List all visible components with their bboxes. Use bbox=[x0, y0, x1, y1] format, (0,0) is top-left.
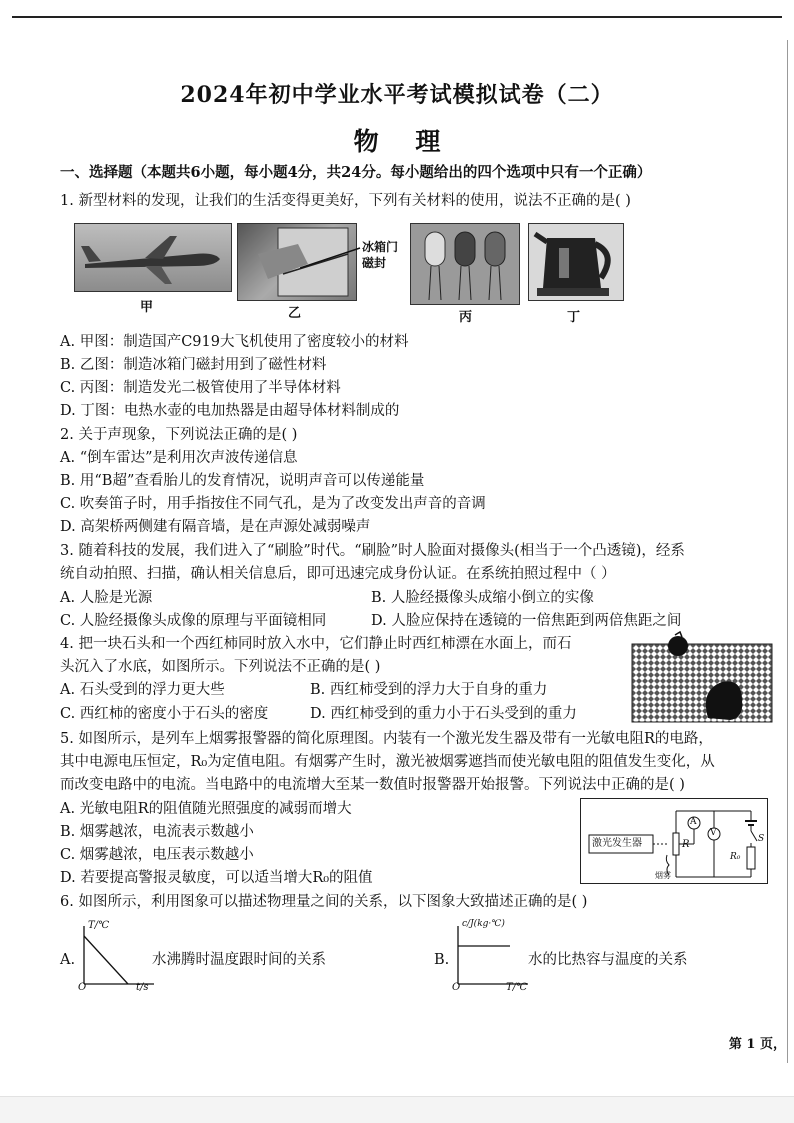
voltmeter-label: V bbox=[710, 828, 717, 838]
q1-option-b: B. 乙图：制造冰箱门磁封用到了磁性材料 bbox=[60, 357, 327, 373]
q5-option-b: B. 烟雾越浓，电流表示数越小 bbox=[60, 824, 254, 840]
q3-stem-line-1: 3. 随着科技的发展，我们进入了“刷脸”时代。“刷脸”时人脸面对摄像头(相当于一个凸透镜)，经系 bbox=[60, 543, 685, 559]
q1-photo-led bbox=[410, 223, 520, 305]
q1-photo-airplane bbox=[74, 223, 232, 292]
graph-b-origin: O bbox=[452, 982, 461, 993]
airplane-icon bbox=[75, 224, 231, 291]
q4-option-c: C. 西红柿的密度小于石头的密度 bbox=[60, 706, 269, 722]
section-heading: 一、选择题（本题共6小题，每小题4分，共24分。每小题给出的四个选项中只有一个正确） bbox=[60, 164, 652, 181]
photoresistor bbox=[673, 833, 679, 855]
q1-photo-kettle bbox=[528, 223, 624, 301]
q6-graph-b-letter: B. bbox=[434, 952, 450, 968]
ammeter-label: A bbox=[690, 817, 697, 827]
exam-title: 2024年初中学业水平考试模拟试卷（二） bbox=[180, 82, 614, 108]
graph-b-xlabel: T/℃ bbox=[506, 982, 528, 993]
q4-option-a: A. 石头受到的浮力更大些 bbox=[60, 682, 225, 698]
q5-stem-line-2: 其中电源电压恒定，R₀为定值电阻。有烟雾产生时，激光被烟雾遮挡而使光敏电阻的阻值发生变化，从 bbox=[60, 754, 715, 770]
q5-circuit-figure bbox=[580, 798, 768, 884]
graph-b-ylabel: c/J(kg·℃) bbox=[462, 919, 505, 929]
subject-title: 物 理 bbox=[353, 127, 441, 156]
graph-a-origin: O bbox=[78, 982, 87, 993]
q1-caption-bing: 丙 bbox=[459, 310, 473, 325]
switch-label: S bbox=[758, 834, 765, 844]
q1-caption-jia: 甲 bbox=[140, 300, 154, 315]
q2-option-b: B. 用“B超”查看胎儿的发育情况，说明声音可以传递能量 bbox=[60, 473, 425, 489]
q2-option-d: D. 高架桥两侧建有隔音墙，是在声源处减弱噪声 bbox=[60, 519, 371, 535]
top-border bbox=[12, 16, 782, 18]
kettle-icon bbox=[529, 224, 623, 300]
q4-option-b: B. 西红柿受到的浮力大于自身的重力 bbox=[310, 682, 548, 698]
switch-icon bbox=[751, 831, 757, 841]
q4-stem-line-1: 4. 把一块石头和一个西红柿同时放入水中，它们静止时西红柿漂在水面上，而石 bbox=[60, 636, 572, 652]
q1-callout-label-2: 磁封 bbox=[362, 256, 387, 270]
q1-callout-label-1: 冰箱门 bbox=[362, 240, 399, 254]
q6-stem: 6. 如图所示，利用图象可以描述物理量之间的关系，以下图象大致描述正确的是( ) bbox=[60, 894, 588, 910]
laser-label: 激光发生器 bbox=[592, 838, 642, 849]
resistor-r-label: R bbox=[682, 839, 690, 850]
right-border bbox=[787, 40, 788, 1063]
fixed-resistor bbox=[747, 847, 755, 869]
q3-option-d: D. 人脸应保持在透镜的一倍焦距到两倍焦距之间 bbox=[371, 613, 682, 629]
resistor-r0-label: R₀ bbox=[730, 852, 741, 862]
q2-option-c: C. 吹奏笛子时，用手指按住不同气孔，是为了改变发出声音的音调 bbox=[60, 496, 486, 512]
led-icon bbox=[411, 224, 519, 304]
q5-option-a: A. 光敏电阻R的阻值随光照强度的减弱而增大 bbox=[60, 801, 352, 817]
q2-stem: 2. 关于声现象，下列说法正确的是( ) bbox=[60, 427, 298, 443]
page-number: 第 1 页， bbox=[728, 1037, 786, 1052]
q4-option-d: D. 西红柿受到的重力小于石头受到的重力 bbox=[310, 706, 577, 722]
q2-option-a: A. “倒车雷达”是利用次声波传递信息 bbox=[60, 450, 298, 466]
q3-option-a: A. 人脸是光源 bbox=[60, 590, 153, 606]
tomato-icon bbox=[668, 636, 688, 656]
graph-a-xlabel: t/s bbox=[136, 982, 149, 993]
q5-stem-line-3: 而改变电路中的电流。当电路中的电流增大至某一数值时报警器开始报警。下列说法中正确的是( ) bbox=[60, 777, 685, 793]
bottom-bar bbox=[0, 1096, 794, 1123]
graph-a-desc: 水沸腾时温度跟时间的关系 bbox=[152, 952, 326, 968]
q1-option-d: D. 丁图：电热水壶的电加热器是由超导体材料制成的 bbox=[60, 403, 400, 419]
q5-option-d: D. 若要提高警报灵敏度，可以适当增大R₀的阻值 bbox=[60, 870, 373, 886]
smoke-label: 烟雾 bbox=[655, 871, 671, 880]
q5-stem-line-1: 5. 如图所示，是列车上烟雾报警器的简化原理图。内装有一个激光发生器及带有一光敏电阻R的电路， bbox=[60, 731, 713, 747]
q1-option-c: C. 丙图：制造发光二极管使用了半导体材料 bbox=[60, 380, 341, 396]
q1-option-a: A. 甲图：制造国产C919大飞机使用了密度较小的材料 bbox=[60, 334, 409, 350]
graph-b-desc: 水的比热容与温度的关系 bbox=[528, 952, 688, 968]
q1-callout-arrow bbox=[300, 240, 370, 270]
graph-a-ylabel: T/℃ bbox=[88, 920, 110, 931]
q5-option-c: C. 烟雾越浓，电压表示数越小 bbox=[60, 847, 254, 863]
q1-stem: 1. 新型材料的发现，让我们的生活变得更美好，下列有关材料的使用，说法不正确的是( ) bbox=[60, 193, 631, 209]
q6-graph-a-letter: A. bbox=[60, 952, 76, 968]
q4-water-figure bbox=[630, 630, 774, 724]
q1-caption-ding: 丁 bbox=[567, 310, 581, 325]
q3-stem-line-2: 统自动拍照、扫描，确认相关信息后，即可迅速完成身份认证。在系统拍照过程中（ ） bbox=[60, 566, 616, 582]
q3-option-b: B. 人脸经摄像头成缩小倒立的实像 bbox=[371, 590, 594, 606]
q1-caption-yi: 乙 bbox=[288, 306, 302, 321]
q4-stem-line-2: 头沉入了水底，如图所示。下列说法不正确的是( ) bbox=[60, 659, 381, 675]
q3-option-c: C. 人脸经摄像头成像的原理与平面镜相同 bbox=[60, 613, 327, 629]
water-container bbox=[632, 644, 772, 722]
graph-a-curve bbox=[84, 936, 128, 984]
